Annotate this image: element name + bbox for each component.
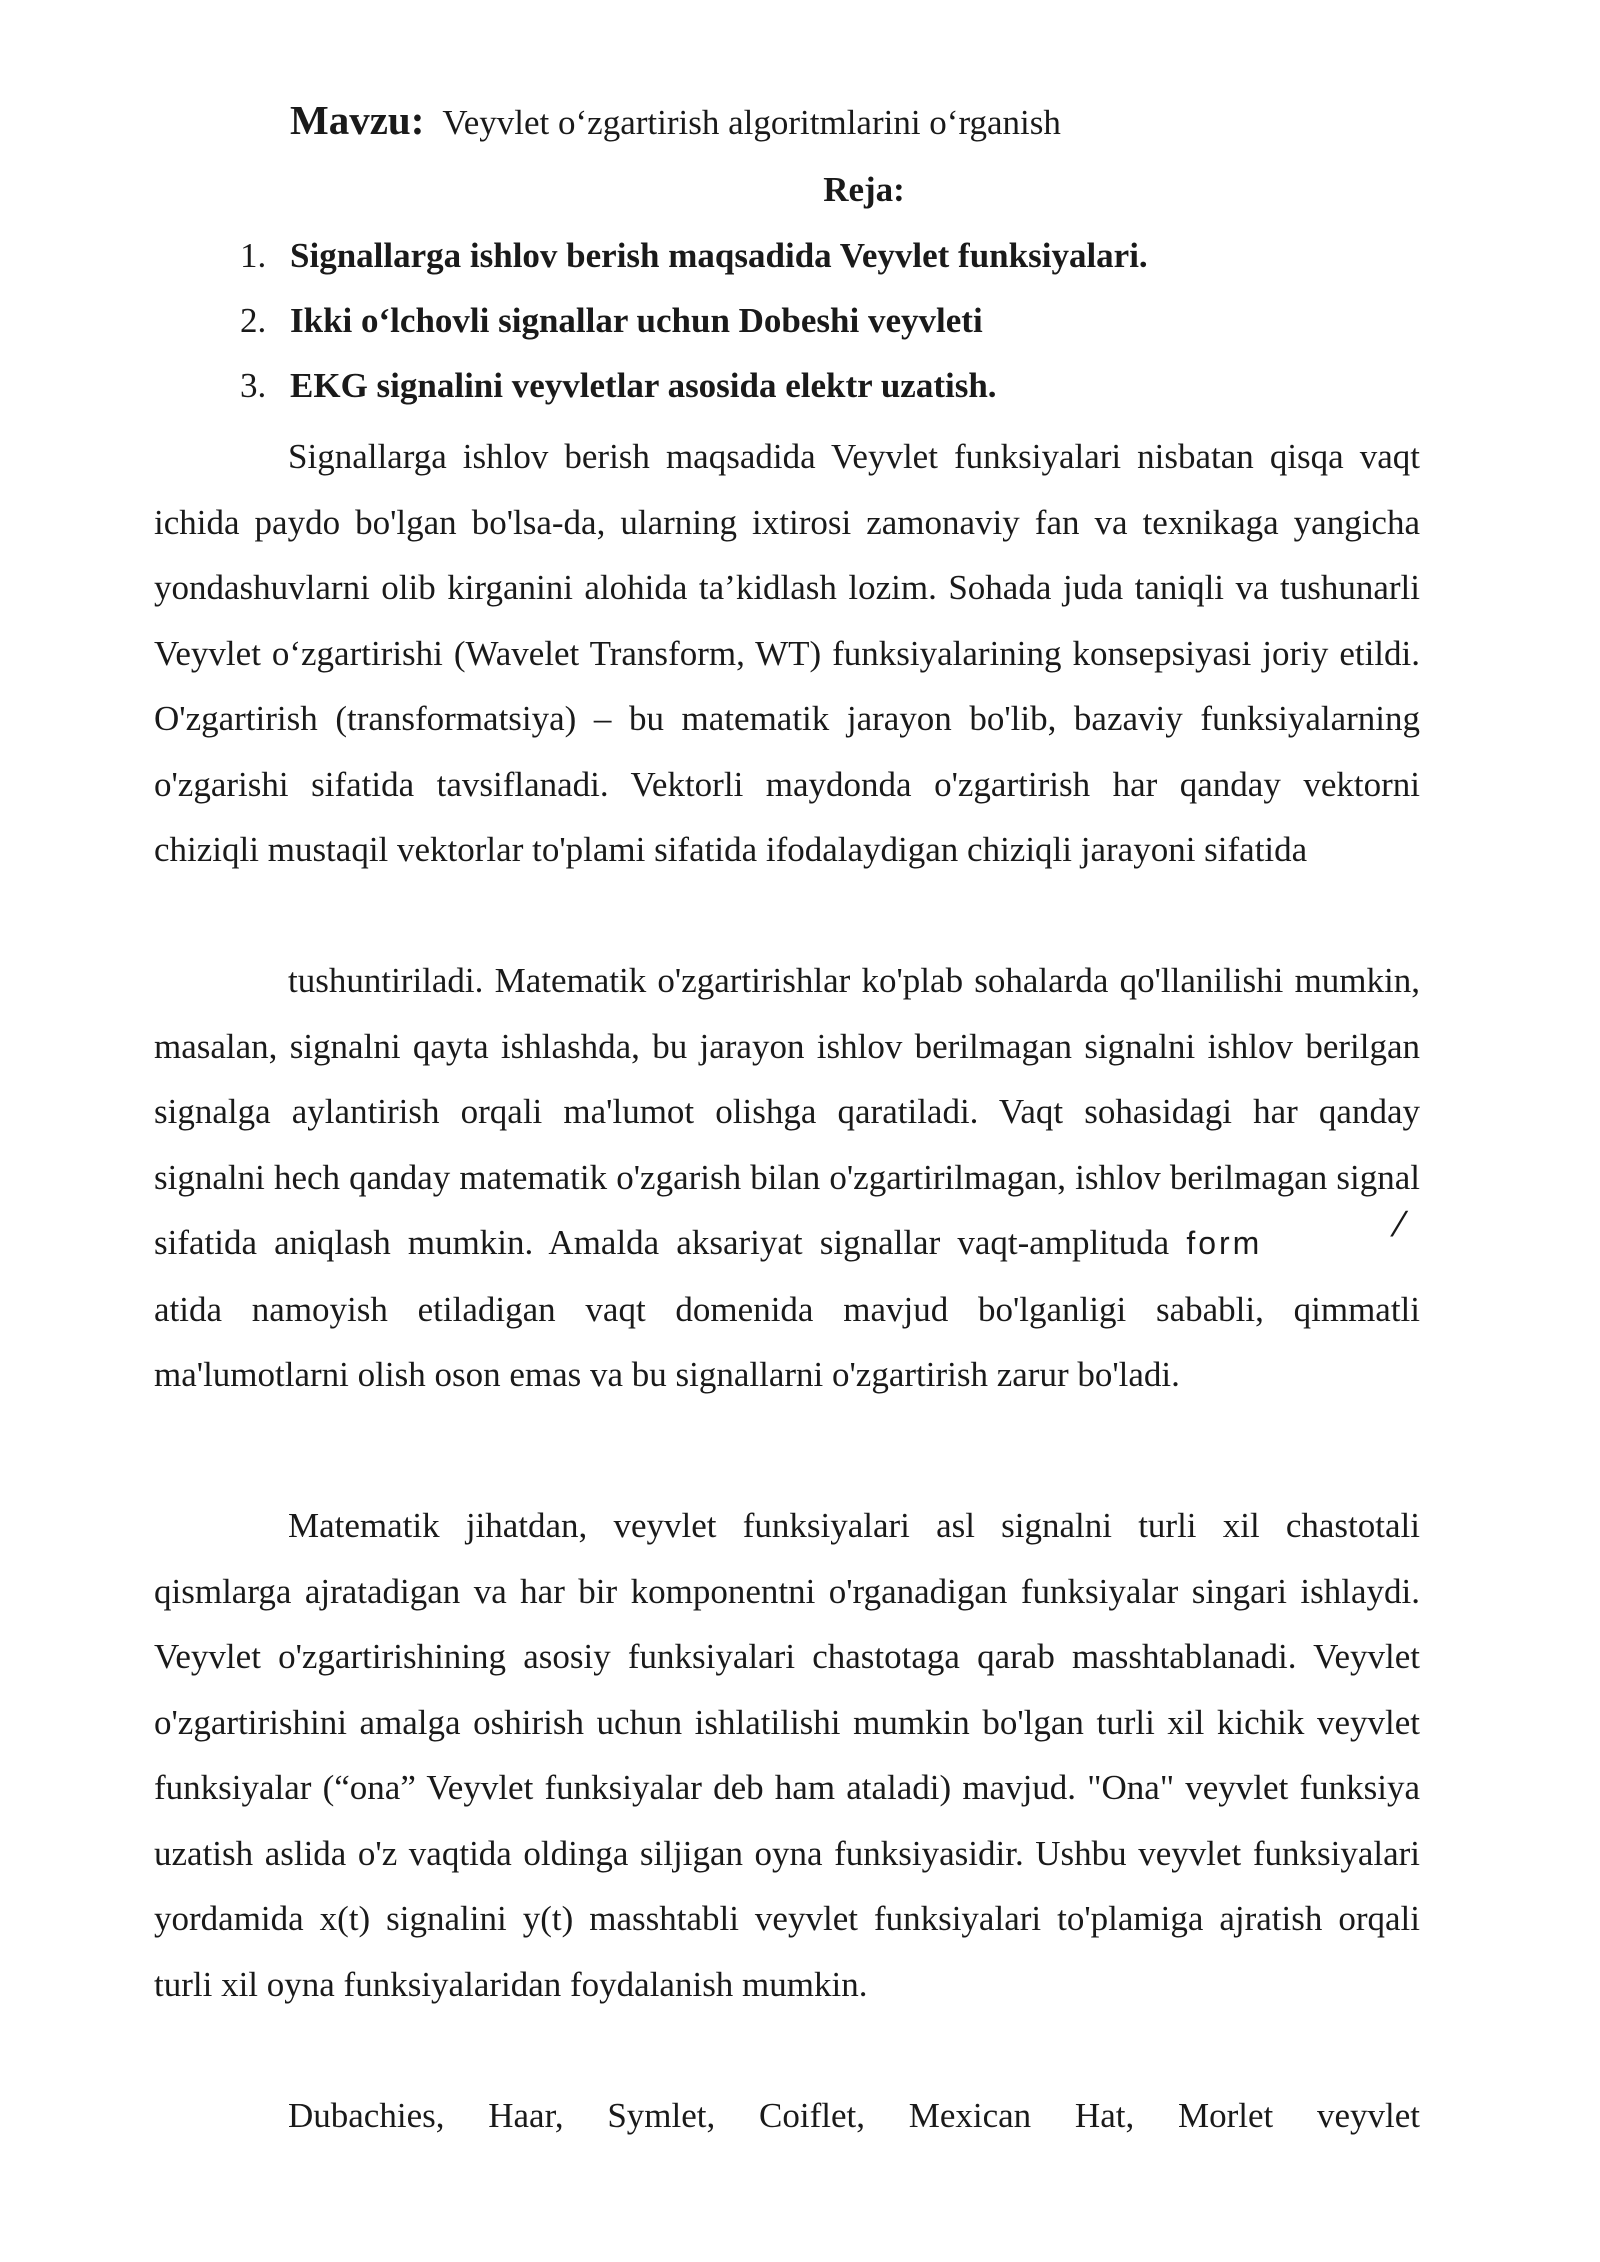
paragraph-math: Matematik jihatdan, veyvlet funksiyalari asl signalni turli xil chastotali qismlarga ajratadigan va har bir komponentni o'rganadigan funksiyalar singari ishlaydi. Veyvlet o'zgartirishining asosiy funksiyalari chastotaga qarab masshtablanadi. Veyvlet o'zgartirishini amalga oshirish uchun ishlatilishi mumkin bo'lgan turli xil kichik veyvlet funksiyalar (“ona” Veyvlet funksiyalar deb ham ataladi) mavjud. "Ona" veyvlet funksiya uzatish aslida o'z vaqtida oldinga siljigan oyna funksiyasidir. Ushbu veyvlet funksiyalari yordamida x(t) signalini y(t) masshtabli veyvlet funksiyalari to'plamiga ajratish orqali turli xil oyna funksiyalaridan foydalanish mumkin. <box>154 1506 1420 2004</box>
paragraph-intro-continued-text: tushuntiriladi. Matematik o'zgartirishlar ko'plab sohalarda qo'llanilishi mumkin, masalan, signalni qayta ishlashda, bu jarayon ishlov berilmagan signalni ishlov berilgan signalga aylantirish orqali ma'lumot olishga qaratiladi. Vaqt sohasidagi har qanday signalni hech qanday matematik o'zgarish bilan o'zgartirilmagan, ishlov berilmagan signal sifatida aniqlash mumkin. Amalda aksariyat signallar vaqt-amplituda <box>154 961 1420 1262</box>
paragraph-intro-ending: atida namoyish etiladigan vaqt domenida mavjud bo'lganligi sababli, qimmatli ma'lumotlarni olish oson emas va bu signallarni o'zgartirish zarur bo'ladi. <box>154 1289 1420 1394</box>
topic-title: Veyvlet o‘zgartirish algoritmlarini o‘rganish <box>442 103 1061 142</box>
plan-title: Reja: <box>823 170 905 209</box>
plan-item-number: 1. <box>240 236 267 275</box>
form-word: form <box>1186 1225 1263 1261</box>
topic-label: Mavzu: <box>290 97 425 143</box>
paragraph-intro: Signallarga ishlov berish maqsadida Veyvlet funksiyalari nisbatan qisqa vaqt ichida paydo bo'lgan bo'lsa-da, ularning ixtirosi zamonaviy fan va texnikaga yangicha yondashuvlarni olib kirganini alohida ta’kidlash lozim. Sohada juda taniqli va tushunarli Veyvlet o‘zgartirishi (Wavelet Transform, WT) funksiyalarining konsepsiyasi joriy etildi. O'zgartirish (transformatsiya) – bu matematik jarayon bo'lib, bazaviy funksiyalarning o'zgarishi sifatida tavsiflanadi. Vektorli maydonda o'zgartirish har qanday vektorni chiziqli mustaqil vektorlar to'plami sifatida ifodalaydigan chiziqli jarayoni sifatida <box>154 437 1420 869</box>
paragraph-intro-continued <box>154 948 1420 1408</box>
plan-item-number: 3. <box>240 366 267 405</box>
plan-item-text: Ikki o‘lchovli signallar uchun Dobeshi veyvleti <box>290 301 983 340</box>
plan-item-number: 2. <box>240 301 267 340</box>
slash-glyph: ⁄ <box>1396 1205 1402 1245</box>
plan-item-text: Signallarga ishlov berish maqsadida Veyvlet funksiyalari. <box>290 236 1148 275</box>
topic-heading <box>290 96 1061 144</box>
paragraph-wavelet-types: Dubachies, Haar, Symlet, Coiflet, Mexican Hat, Morlet veyvlet <box>288 2096 1420 2135</box>
plan-item-text: EKG signalini veyvletlar asosida elektr uzatish. <box>290 366 997 405</box>
